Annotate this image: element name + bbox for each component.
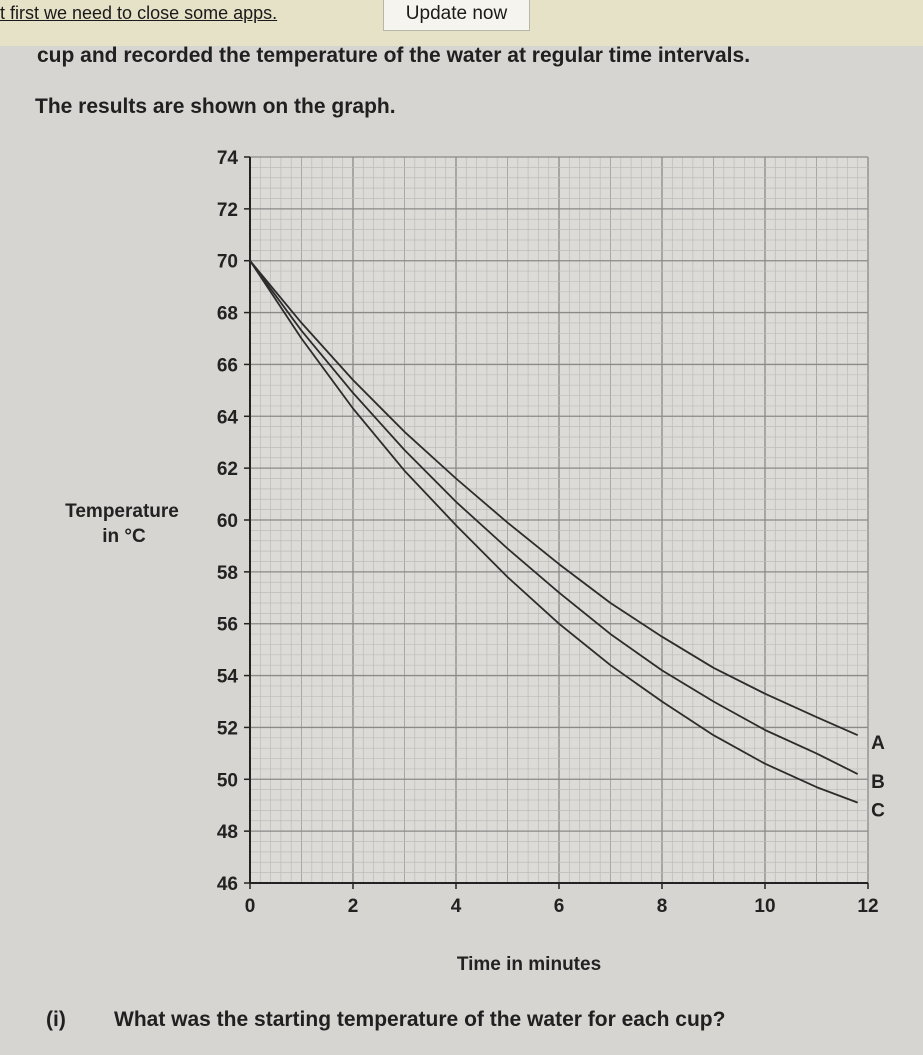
y-axis-label-line1: Temperature (65, 501, 179, 522)
series-label-a: A (871, 733, 885, 755)
x-tick-label: 2 (347, 896, 359, 917)
y-tick-label: 54 (216, 666, 238, 688)
y-tick-label: 48 (216, 822, 238, 844)
y-tick-label: 64 (216, 407, 238, 429)
question-number: (i) (46, 1008, 66, 1031)
question-text: What was the starting temperature of the water for each cup? (114, 1008, 726, 1031)
results-line: The results are shown on the graph. (35, 95, 396, 118)
intro-line: cup and recorded the temperature of the water at regular time intervals. (37, 44, 751, 67)
y-tick-label: 68 (216, 303, 238, 325)
y-tick-label: 52 (216, 718, 238, 740)
x-tick-label: 12 (857, 896, 879, 917)
y-tick-label: 60 (216, 511, 238, 532)
y-tick-label: 74 (216, 148, 238, 169)
y-tick-label: 66 (216, 355, 238, 377)
x-tick-label: 0 (244, 896, 256, 917)
update-now-button[interactable]: Update now (383, 0, 530, 31)
y-tick-label: 58 (216, 562, 238, 584)
x-tick-label: 8 (656, 896, 668, 917)
x-tick-label: 10 (754, 896, 776, 917)
question (46, 1008, 725, 1032)
y-tick-label: 46 (216, 874, 238, 895)
chart-grid (250, 157, 868, 883)
x-axis-label: Time in minutes (456, 954, 602, 975)
y-tick-label: 70 (216, 251, 238, 273)
y-tick-label: 62 (216, 459, 238, 481)
x-tick-label: 6 (553, 896, 565, 917)
series-label-b: B (871, 772, 885, 794)
x-tick-label: 4 (450, 896, 462, 917)
y-tick-label: 56 (216, 614, 238, 636)
series-label-c: C (871, 800, 885, 822)
y-axis-label-line2: in °C (102, 526, 146, 547)
banner-message: t first we need to close some apps. (0, 3, 278, 23)
y-tick-label: 50 (216, 770, 238, 792)
y-tick-label: 72 (216, 199, 238, 221)
